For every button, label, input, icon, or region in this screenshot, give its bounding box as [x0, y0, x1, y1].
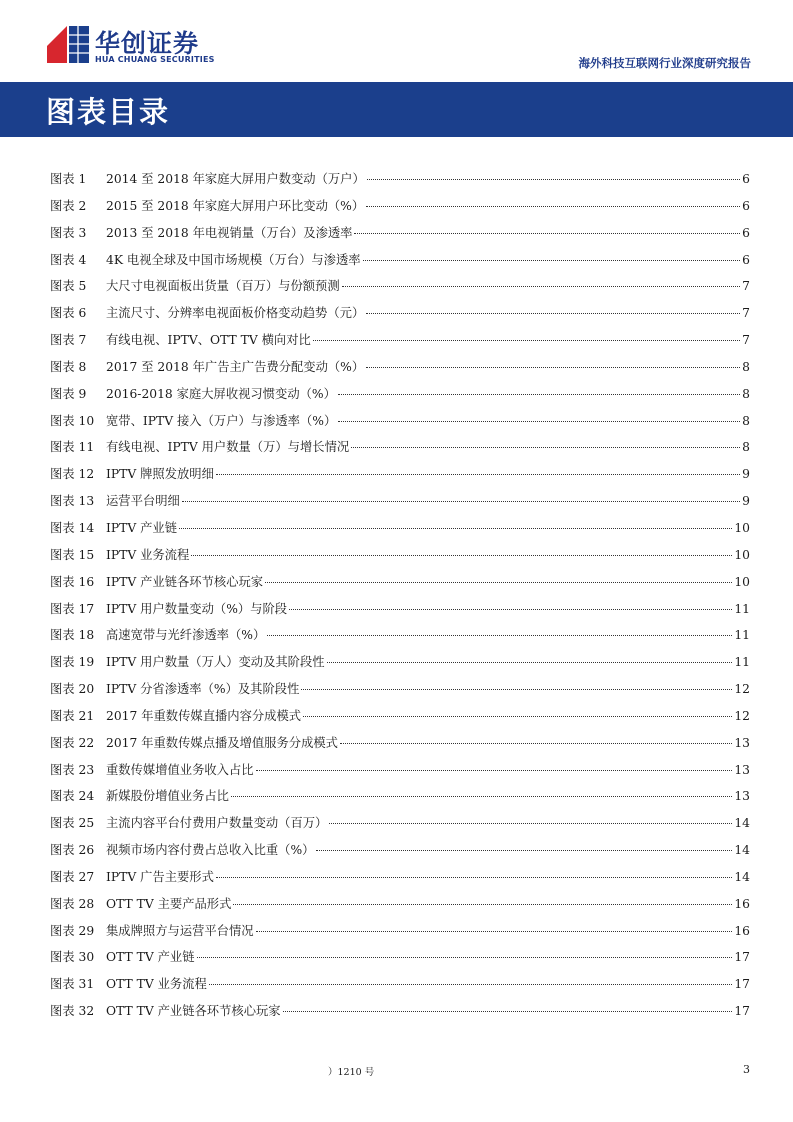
- toc-entry-title: IPTV 牌照发放明细: [106, 467, 214, 482]
- toc-leader-dots: [256, 770, 733, 771]
- toc-entry[interactable]: [50, 676, 750, 703]
- toc-entry-page: 17: [734, 1004, 750, 1019]
- toc-entry[interactable]: [50, 622, 750, 649]
- toc-entry[interactable]: [50, 193, 750, 220]
- toc-leader-dots: [265, 582, 732, 583]
- toc-entry-number: 图表 2: [50, 198, 87, 213]
- toc-entry-title: 重数传媒增值业务收入占比: [106, 762, 254, 777]
- toc-entry-title: OTT TV 产业链各环节核心玩家: [106, 1004, 281, 1019]
- toc-entry-title: 有线电视、IPTV 用户数量（万）与增长情况: [106, 440, 350, 455]
- toc-entry-title: 2017 年重数传媒点播及增值服务分成模式: [106, 735, 338, 750]
- toc-leader-dots: [216, 877, 732, 878]
- toc-leader-dots: [216, 474, 740, 475]
- toc-entry[interactable]: [50, 542, 750, 569]
- figure-table-of-contents: [50, 166, 750, 1025]
- toc-leader-dots: [316, 850, 732, 851]
- toc-entry-page: 13: [734, 762, 750, 777]
- section-banner: [0, 82, 793, 137]
- toc-leader-dots: [313, 340, 740, 341]
- toc-entry-number: 图表 28: [50, 896, 95, 911]
- toc-entry-page: 16: [734, 923, 750, 938]
- toc-leader-dots: [342, 286, 741, 287]
- toc-leader-dots: [366, 313, 740, 314]
- toc-entry-number: 图表 17: [50, 601, 95, 616]
- toc-entry-page: 9: [742, 467, 750, 482]
- toc-entry-number: 图表 32: [50, 1004, 95, 1019]
- toc-entry[interactable]: [50, 998, 750, 1025]
- toc-entry-title: 高速宽带与光纤渗透率（%）: [106, 628, 266, 643]
- toc-entry-title: IPTV 分省渗透率（%）及其阶段性: [106, 682, 300, 697]
- toc-entry[interactable]: [50, 891, 750, 918]
- toc-leader-dots: [231, 796, 732, 797]
- toc-entry-title: 主流内容平台付费用户数量变动（百万）: [106, 816, 328, 831]
- toc-entry-title: IPTV 产业链: [106, 520, 178, 535]
- toc-entry-title: 有线电视、IPTV、OTT TV 横向对比: [106, 333, 311, 348]
- toc-leader-dots: [340, 743, 732, 744]
- toc-entry-number: 图表 6: [50, 306, 87, 321]
- toc-entry-page: 7: [742, 333, 750, 348]
- report-title: 海外科技互联网行业深度研究报告: [578, 56, 751, 70]
- toc-entry-page: 16: [734, 896, 750, 911]
- toc-entry[interactable]: [50, 247, 750, 274]
- toc-entry[interactable]: [50, 488, 750, 515]
- toc-entry-page: 11: [734, 628, 750, 643]
- toc-entry[interactable]: [50, 461, 750, 488]
- toc-entry[interactable]: [50, 783, 750, 810]
- toc-entry-number: 图表 8: [50, 359, 87, 374]
- toc-entry-number: 图表 10: [50, 413, 95, 428]
- toc-entry-number: 图表 23: [50, 762, 95, 777]
- toc-entry[interactable]: [50, 730, 750, 757]
- toc-leader-dots: [289, 609, 732, 610]
- toc-entry-number: 图表 19: [50, 655, 95, 670]
- toc-entry-title: 2013 至 2018 年电视销量（万台）及渗透率: [106, 225, 353, 240]
- toc-leader-dots: [182, 501, 740, 502]
- toc-entry-page: 10: [734, 547, 750, 562]
- toc-entry-number: 图表 31: [50, 977, 95, 992]
- toc-entry-title: IPTV 业务流程: [106, 547, 190, 562]
- toc-entry[interactable]: [50, 569, 750, 596]
- toc-entry[interactable]: [50, 757, 750, 784]
- toc-entry-page: 6: [742, 172, 750, 186]
- toc-entry-number: 图表 7: [50, 333, 87, 348]
- toc-leader-dots: [366, 367, 740, 368]
- toc-leader-dots: [366, 206, 740, 207]
- toc-entry-number: 图表 27: [50, 869, 95, 884]
- toc-entry[interactable]: [50, 273, 750, 300]
- toc-entry-number: 图表 29: [50, 923, 95, 938]
- page-header: [0, 0, 793, 82]
- toc-entry[interactable]: [50, 810, 750, 837]
- toc-entry-page: 10: [734, 574, 750, 589]
- toc-entry[interactable]: [50, 220, 750, 247]
- toc-entry-page: 9: [742, 494, 750, 509]
- toc-entry-page: 14: [734, 869, 750, 884]
- toc-entry-number: 图表 25: [50, 816, 95, 831]
- toc-entry-title: 大尺寸电视面板出货量（百万）与份额预测: [106, 279, 340, 294]
- toc-leader-dots: [367, 179, 740, 180]
- toc-leader-dots: [209, 984, 733, 985]
- toc-leader-dots: [179, 528, 732, 529]
- toc-entry-page: 17: [734, 950, 750, 965]
- brand-name-en: HUA CHUANG SECURITIES: [95, 55, 215, 64]
- toc-leader-dots: [329, 823, 732, 824]
- toc-entry-number: 图表 5: [50, 279, 87, 294]
- toc-entry-title: 集成牌照方与运营平台情况: [106, 923, 254, 938]
- toc-entry-title: 主流尺寸、分辨率电视面板价格变动趋势（元）: [106, 306, 365, 321]
- toc-entry-number: 图表 11: [50, 440, 95, 455]
- toc-entry-page: 10: [734, 520, 750, 535]
- toc-entry-title: 2016-2018 家庭大屏收视习惯变动（%）: [106, 386, 336, 401]
- toc-entry-number: 图表 21: [50, 708, 95, 723]
- toc-entry[interactable]: [50, 327, 750, 354]
- section-title: 图表目录: [46, 95, 171, 129]
- toc-entry-title: IPTV 广告主要形式: [106, 869, 214, 884]
- toc-entry-page: 12: [734, 682, 750, 697]
- toc-entry[interactable]: [50, 596, 750, 623]
- toc-entry[interactable]: [50, 971, 750, 998]
- toc-entry-page: 8: [742, 359, 750, 374]
- toc-leader-dots: [327, 662, 733, 663]
- toc-entry-title: OTT TV 业务流程: [106, 977, 207, 992]
- toc-entry[interactable]: [50, 434, 750, 461]
- toc-leader-dots: [363, 260, 741, 261]
- toc-entry-number: 图表 4: [50, 252, 87, 267]
- toc-leader-dots: [283, 1011, 733, 1012]
- toc-leader-dots: [301, 689, 732, 690]
- toc-entry-title: 新媒股份增值业务占比: [106, 789, 229, 804]
- toc-entry-title: 4K 电视全球及中国市场规模（万台）与渗透率: [106, 252, 361, 267]
- toc-entry-title: 2014 至 2018 年家庭大屏用户数变动（万户）: [106, 172, 365, 186]
- footer-text: ）1210 号: [328, 1067, 375, 1078]
- toc-entry[interactable]: [50, 300, 750, 327]
- brand-name-cn: 华创证券: [95, 29, 200, 58]
- toc-entry-number: 图表 16: [50, 574, 95, 589]
- toc-entry-title: 2017 至 2018 年广告主广告费分配变动（%）: [106, 359, 365, 374]
- toc-entry[interactable]: [50, 166, 750, 193]
- toc-entry-page: 6: [742, 225, 750, 240]
- toc-entry-title: 2017 年重数传媒直播内容分成模式: [106, 708, 302, 723]
- toc-entry-page: 8: [742, 440, 750, 455]
- toc-leader-dots: [197, 957, 733, 958]
- toc-entry-page: 12: [734, 708, 750, 723]
- toc-entry-page: 14: [734, 816, 750, 831]
- toc-entry[interactable]: [50, 408, 750, 435]
- page-number: 3: [743, 1063, 750, 1076]
- toc-entry-number: 图表 12: [50, 467, 95, 482]
- toc-entry[interactable]: [50, 918, 750, 945]
- toc-entry-number: 图表 22: [50, 735, 95, 750]
- toc-entry[interactable]: [50, 515, 750, 542]
- toc-entry-page: 14: [734, 843, 750, 858]
- toc-entry-number: 图表 24: [50, 789, 95, 804]
- toc-entry-page: 8: [742, 413, 750, 428]
- toc-entry-page: 7: [742, 306, 750, 321]
- toc-entry-page: 13: [734, 735, 750, 750]
- toc-entry-page: 17: [734, 977, 750, 992]
- toc-leader-dots: [338, 394, 740, 395]
- toc-entry-number: 图表 18: [50, 628, 95, 643]
- toc-entry[interactable]: [50, 381, 750, 408]
- hua-chuang-logo-icon: [47, 26, 89, 63]
- toc-entry-number: 图表 14: [50, 520, 95, 535]
- toc-entry-number: 图表 30: [50, 950, 95, 965]
- toc-leader-dots: [191, 555, 732, 556]
- toc-entry-title: IPTV 用户数量变动（%）与阶段: [106, 601, 288, 616]
- toc-entry-number: 图表 15: [50, 547, 95, 562]
- toc-entry-page: 7: [742, 279, 750, 294]
- toc-entry[interactable]: [50, 649, 750, 676]
- toc-entry-page: 6: [742, 198, 750, 213]
- toc-leader-dots: [256, 931, 733, 932]
- toc-entry-title: IPTV 产业链各环节核心玩家: [106, 574, 264, 589]
- toc-entry[interactable]: [50, 944, 750, 971]
- toc-entry-page: 11: [734, 655, 750, 670]
- toc-leader-dots: [233, 904, 732, 905]
- toc-entry-page: 13: [734, 789, 750, 804]
- toc-entry-title: 运营平台明细: [106, 494, 180, 509]
- toc-entry-title: 视频市场内容付费占总收入比重（%）: [106, 843, 315, 858]
- toc-entry-title: IPTV 用户数量（万人）变动及其阶段性: [106, 655, 325, 670]
- toc-entry-number: 图表 20: [50, 682, 95, 697]
- toc-entry-number: 图表 13: [50, 494, 95, 509]
- toc-entry-title: 宽带、IPTV 接入（万户）与渗透率（%）: [106, 413, 337, 428]
- toc-leader-dots: [351, 447, 740, 448]
- toc-entry-page: 11: [734, 601, 750, 616]
- toc-leader-dots: [354, 233, 740, 234]
- toc-entry-page: 6: [742, 252, 750, 267]
- toc-entry-number: 图表 3: [50, 225, 87, 240]
- toc-entry-number: 图表 9: [50, 386, 87, 401]
- toc-leader-dots: [267, 635, 732, 636]
- toc-entry-number: 图表 1: [50, 172, 87, 186]
- toc-leader-dots: [303, 716, 732, 717]
- toc-entry-title: OTT TV 主要产品形式: [106, 896, 232, 911]
- toc-entry[interactable]: [50, 864, 750, 891]
- toc-entry-number: 图表 26: [50, 843, 95, 858]
- toc-entry[interactable]: [50, 837, 750, 864]
- toc-entry[interactable]: [50, 354, 750, 381]
- toc-entry[interactable]: [50, 703, 750, 730]
- toc-entry-title: OTT TV 产业链: [106, 950, 195, 965]
- toc-leader-dots: [338, 421, 740, 422]
- toc-entry-page: 8: [742, 386, 750, 401]
- toc-entry-title: 2015 至 2018 年家庭大屏用户环比变动（%）: [106, 198, 365, 213]
